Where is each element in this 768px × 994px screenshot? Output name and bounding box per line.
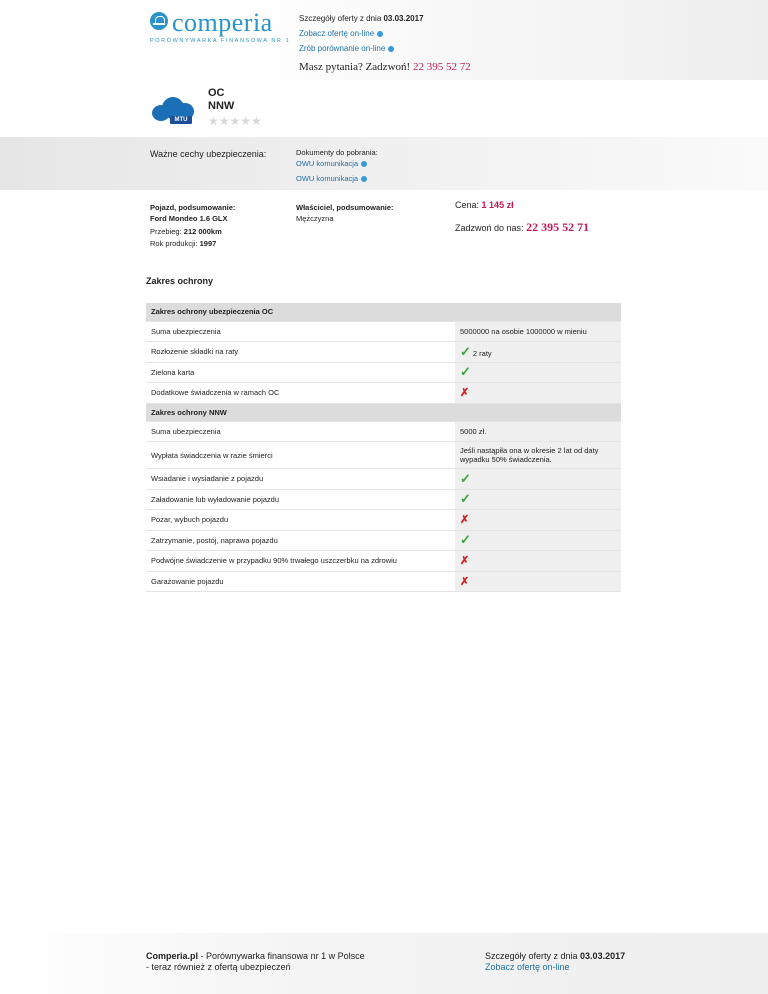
coverage-value-text: 2 raty [472,348,492,358]
call-us [455,220,589,235]
coverage-item-label: Dodatkowe świadczenia w ramach OC [146,383,455,404]
insurer-logo [150,95,195,125]
table-row [146,571,621,592]
doc-link-row[interactable] [296,174,367,183]
owu-document-link[interactable]: OWU komunikacja [296,159,359,168]
arrow-right-icon [361,161,367,167]
coverage-item-value [455,510,621,531]
call-label: Zadzwoń do nas: [455,223,524,233]
logo-tagline: PORÓWNYWARKA FINANSOWA NR 1 [150,38,291,44]
table-row [146,551,621,572]
vehicle-year: Rok produkcji: 1997 [150,239,217,248]
coverage-item-label: Pożar, wybuch pojazdu [146,510,455,531]
table-row [146,510,621,531]
table-row [146,469,621,490]
product-title-line2: NNW [208,100,235,112]
coverage-group-header [146,303,621,321]
doc-link-row[interactable] [296,159,367,168]
footer-see-offer-link[interactable]: Zobacz ofertę on-line [485,962,570,972]
features-label: Ważne cechy ubezpieczenia: [150,149,267,159]
vehicle-model: Ford Mondeo 1.6 GLX [150,214,228,223]
price [455,200,514,210]
arrow-right-icon [361,176,367,182]
arrow-right-icon [388,46,394,52]
insurer-badge: MTU [170,116,192,124]
footer-background [0,933,768,994]
coverage-item-value [455,530,621,551]
coverage-item-label: Wsiadanie i wysiadanie z pojazdu [146,469,455,490]
coverage-value-text: 5000 zł. [460,426,487,436]
coverage-group-title: Zakres ochrony ubezpieczenia OC [146,303,621,321]
cross-icon: ✗ [460,514,470,527]
owner-heading: Właściciel, podsumowanie: [296,203,394,212]
table-row [146,421,621,442]
checkmark-icon: ✓ [460,491,471,507]
coverage-item-value [455,421,621,442]
see-offer-link[interactable]: Zobacz ofertę on-line [299,29,375,38]
logo-wordmark: comperia [172,8,273,37]
table-row [146,530,621,551]
coverage-group-header [146,403,621,421]
see-offer-link-row[interactable] [299,29,383,38]
coverage-table [146,303,621,592]
price-label: Cena: [455,200,480,210]
coverage-section-title: Zakres ochrony [146,276,214,286]
call-phone-number[interactable]: 22 395 52 71 [526,220,590,234]
price-value: 1 145 zł [481,200,514,210]
coverage-item-label: Suma ubezpieczenia [146,421,455,442]
table-row [146,489,621,510]
coverage-item-label: Załadowanie lub wyładowanie pojazdu [146,489,455,510]
coverage-item-value [455,442,621,469]
bell-icon [150,12,168,30]
coverage-item-label: Wypłata świadczenia w razie śmierci [146,442,455,469]
checkmark-icon: ✓ [460,470,471,486]
coverage-value-text: Jeśli nastąpiła ona w okresie 2 lat od daty wypadku 50% świadczenia. [460,446,599,464]
header-phone-number[interactable]: 22 395 52 72 [412,61,471,73]
coverage-item-value [455,342,621,363]
checkmark-icon: ✓ [460,364,471,380]
table-row [146,442,621,469]
compare-link-row[interactable] [299,44,394,53]
coverage-item-label: Rozłożenie składki na raty [146,342,455,363]
coverage-item-value [455,383,621,404]
features-band [0,137,768,190]
owu-document-link[interactable]: OWU komunikacja [296,174,359,183]
coverage-item-label: Podwójne świadczenie w przypadku 90% trwałego uszczerbku na zdrowiu [146,551,455,572]
compare-online-link[interactable]: Zrób porównanie on-line [299,44,386,53]
product-title [208,87,234,113]
table-row [146,321,621,342]
coverage-item-value [455,489,621,510]
coverage-group-title: Zakres ochrony NNW [146,403,621,421]
documents-label: Dokumenty do pobrania: [296,148,378,157]
coverage-item-label: Zielona karta [146,362,455,383]
table-row [146,362,621,383]
comperia-logo[interactable] [150,8,291,49]
coverage-item-value [455,571,621,592]
coverage-item-value [455,362,621,383]
offer-date-prefix: Szczegóły oferty z dnia [299,14,384,23]
rating-stars: ★★★★★ [208,114,262,128]
vehicle-mileage: Przebieg: 212 000km [150,227,222,236]
footer-brand-text: Comperia.pl - Porównywarka finansowa nr 1 w Polsce - teraz również z ofertą ubezpieczeń [146,951,365,972]
contact-question [299,61,471,73]
checkmark-icon: ✓ [460,532,471,548]
checkmark-icon: ✓ [460,343,471,359]
footer-offer-info: Szczegóły oferty z dnia 03.03.2017 Zobacz ofertę on-line [485,951,626,972]
cross-icon: ✗ [460,387,470,400]
footer-brand[interactable]: Comperia.pl [146,951,199,961]
coverage-item-value [455,469,621,490]
question-text: Masz pytania? Zadzwoń! [299,61,411,73]
coverage-value-text: 5000000 na osobie 1000000 w mieniu [460,326,587,336]
cross-icon: ✗ [460,575,470,588]
offer-date: 03.03.2017 [383,14,424,23]
product-title-line1: OC [208,87,225,99]
coverage-item-value [455,551,621,572]
table-row [146,383,621,404]
coverage-item-label: Zatrzymanie, postój, naprawa pojazdu [146,530,455,551]
table-row [146,342,621,363]
offer-date-line [299,14,424,23]
coverage-item-label: Garażowanie pojazdu [146,571,455,592]
coverage-item-value [455,321,621,342]
owner-gender: Mężczyzna [296,214,334,223]
arrow-right-icon [377,31,383,37]
cross-icon: ✗ [460,555,470,568]
coverage-item-label: Suma ubezpieczenia [146,321,455,342]
vehicle-heading: Pojazd, podsumowanie: [150,203,236,212]
